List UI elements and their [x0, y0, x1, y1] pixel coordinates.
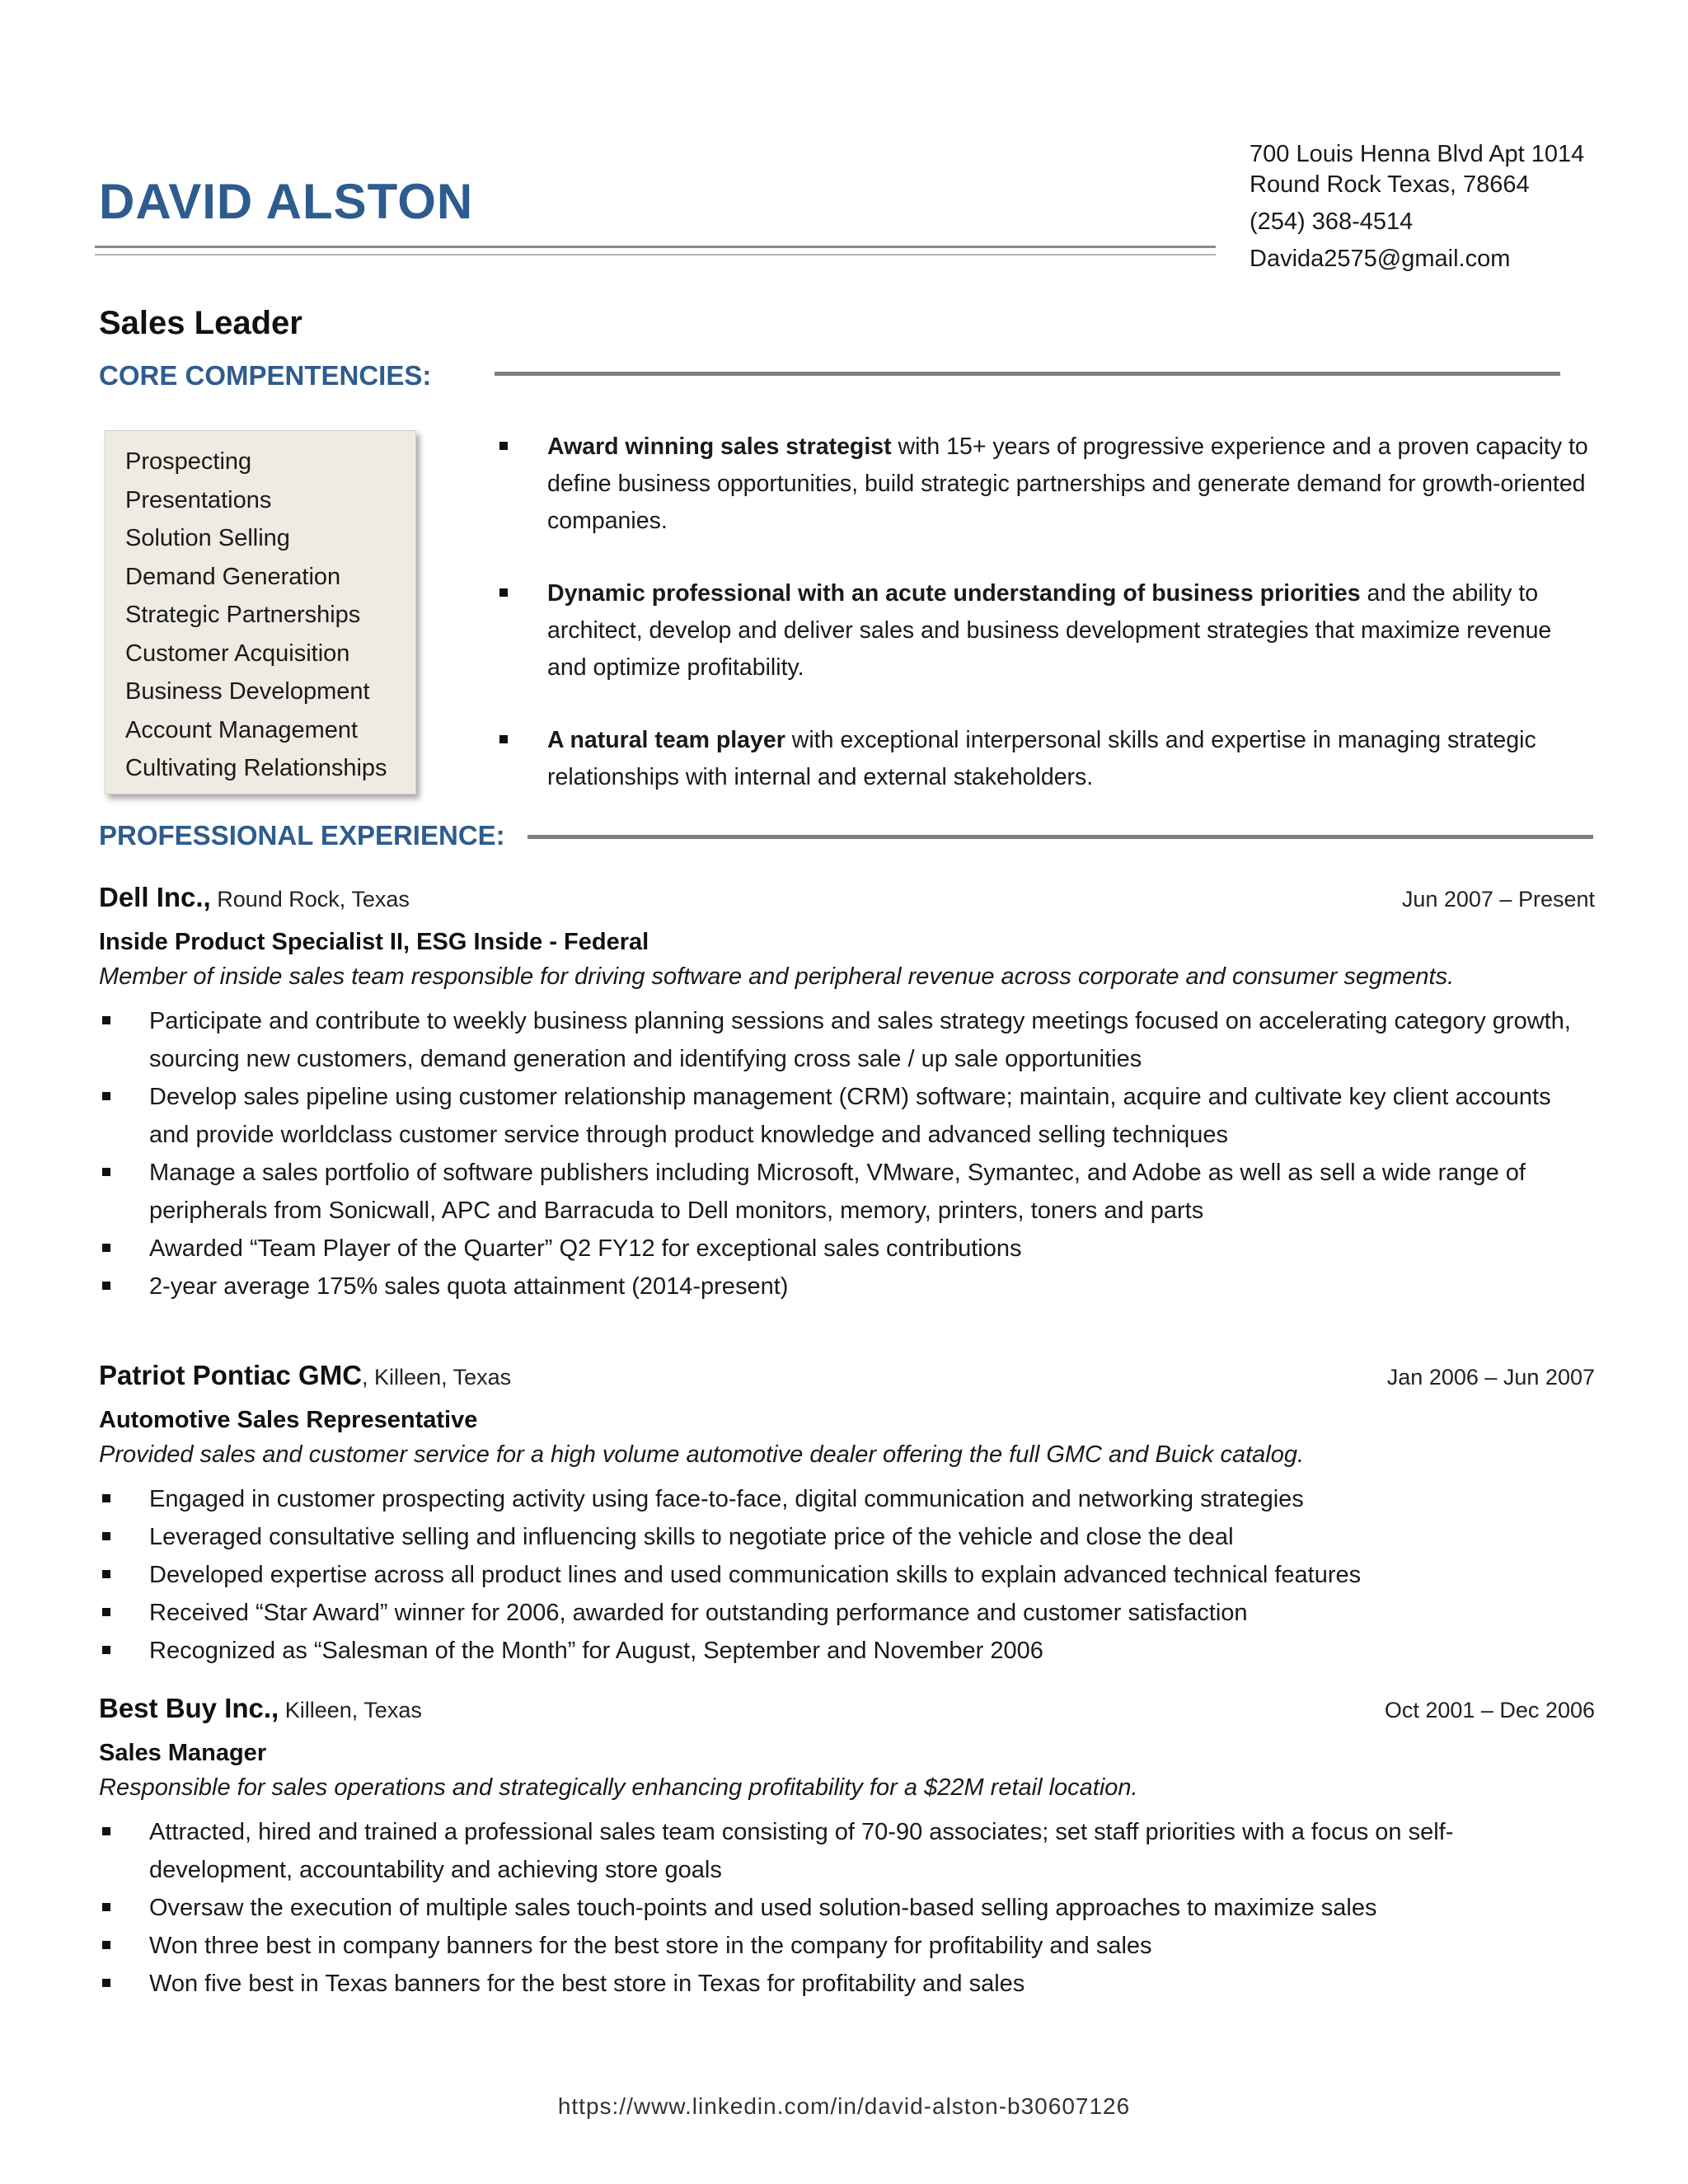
- job-bullet-text: Awarded “Team Player of the Quarter” Q2 FY12 for exceptional sales contributions: [149, 1235, 1022, 1262]
- job-bullet-text: Won five best in Texas banners for the best store in Texas for profitability and sales: [149, 1971, 1025, 1997]
- bullet-square-icon: [102, 1570, 110, 1578]
- competencies-box: [105, 430, 416, 794]
- experience-rule: [528, 835, 1593, 839]
- company-name: Best Buy Inc.,: [99, 1693, 279, 1723]
- summary-text: and the ability to architect, develop and deliver sales and business development strategies that maximize revenue and optimize profitability.: [547, 580, 1552, 681]
- header-rule: [95, 246, 1216, 248]
- bullet-square-icon: [102, 1903, 110, 1911]
- competency-item: Cultivating Relationships: [125, 755, 387, 781]
- bullet-square-icon: [102, 1092, 110, 1100]
- bullet-square-icon: [499, 588, 508, 597]
- job-bullet-text: Won three best in company banners for the best store in the company for profitability and sales: [149, 1933, 1152, 1959]
- bullet-square-icon: [102, 1941, 110, 1949]
- job-bullet: [99, 1594, 1595, 1632]
- job-dates: Jan 2006 – Jun 2007: [1386, 1365, 1595, 1390]
- job-bullet: [99, 1268, 1595, 1305]
- job-bullet-text: Manage a sales portfolio of software publishers including Microsoft, VMware, Symantec, and Adobe as well as sell a wide range of peripherals from Sonicwall, APC and Barracuda to Dell monitors, memory, printers, toners and parts: [149, 1160, 1526, 1224]
- job-header: [99, 882, 1595, 925]
- competencies-list: [106, 431, 415, 788]
- summary-text: with exceptional interpersonal skills and expertise in managing strategic relationships with internal and external stakeholders.: [547, 727, 1536, 790]
- job-entry-dell: [99, 882, 1595, 1305]
- job-bullet: [99, 1632, 1595, 1670]
- job-header: [99, 1693, 1595, 1736]
- summary-item: [495, 575, 1591, 687]
- company-name: Dell Inc.,: [99, 882, 211, 912]
- company-location: Round Rock, Texas: [210, 887, 410, 912]
- job-bullet: [99, 1230, 1595, 1268]
- job-bullets: [99, 1813, 1595, 2003]
- contact-email: Davida2575@gmail.com: [1250, 246, 1511, 272]
- job-bullet-text: Recognized as “Salesman of the Month” for August, September and November 2006: [149, 1638, 1043, 1664]
- job-bullet-text: Participate and contribute to weekly business planning sessions and sales strategy meetings focused on accelerating category growth, sourcing new customers, demand generation and identifying cross sale / up sale opportunities: [149, 1008, 1571, 1072]
- competency-item: Demand Generation: [125, 563, 341, 590]
- competency-item: Customer Acquisition: [125, 640, 350, 667]
- summary-item: [495, 429, 1591, 540]
- job-title: Inside Product Specialist II, ESG Inside - Federal: [99, 929, 649, 955]
- bullet-square-icon: [499, 735, 508, 743]
- summary-highlight: A natural team player: [547, 727, 785, 753]
- header-rule-secondary: [95, 254, 1216, 255]
- bullet-square-icon: [102, 1494, 110, 1502]
- job-bullet-text: Leveraged consultative selling and influencing skills to negotiate price of the vehicle and close the deal: [149, 1524, 1234, 1550]
- job-bullet: [99, 1927, 1595, 1965]
- bullet-square-icon: [102, 1244, 110, 1252]
- competency-item: Strategic Partnerships: [125, 602, 361, 628]
- job-dates: Jun 2007 – Present: [1401, 887, 1595, 912]
- competency-item: Prospecting: [125, 448, 252, 475]
- job-bullet-text: 2-year average 175% sales quota attainment (2014-present): [149, 1273, 789, 1300]
- job-description: Member of inside sales team responsible for driving software and peripheral revenue across corporate and consumer segments.: [99, 963, 1455, 990]
- experience-title: PROFESSIONAL EXPERIENCE:: [99, 820, 505, 851]
- job-description: Responsible for sales operations and strategically enhancing profitability for a $22M retail location.: [99, 1774, 1138, 1801]
- bullet-square-icon: [102, 1646, 110, 1654]
- job-bullet-text: Oversaw the execution of multiple sales touch-points and used solution-based selling approaches to maximize sales: [149, 1895, 1377, 1921]
- bullet-square-icon: [499, 442, 508, 450]
- job-header: [99, 1360, 1595, 1403]
- job-bullet: [99, 1480, 1595, 1518]
- bullet-square-icon: [102, 1827, 110, 1835]
- competency-item: Solution Selling: [125, 525, 290, 551]
- bullet-square-icon: [102, 1979, 110, 1987]
- contact-block: [1250, 136, 1584, 278]
- job-bullet: [99, 1813, 1595, 1889]
- job-title: Automotive Sales Representative: [99, 1407, 478, 1433]
- job-entry-bestbuy: [99, 1693, 1595, 2003]
- job-bullet: [99, 1965, 1595, 2003]
- bullet-square-icon: [102, 1016, 110, 1024]
- contact-address: 700 Louis Henna Blvd Apt 1014: [1250, 141, 1585, 167]
- job-bullet-text: Developed expertise across all product lines and used communication skills to explain advanced technical features: [149, 1562, 1362, 1588]
- job-bullet-text: Received “Star Award” winner for 2006, awarded for outstanding performance and customer satisfaction: [149, 1600, 1248, 1626]
- job-bullets: [99, 1480, 1595, 1670]
- job-entry-patriot: [99, 1360, 1595, 1670]
- job-bullet: [99, 1889, 1595, 1927]
- job-bullet-text: Engaged in customer prospecting activity using face-to-face, digital communication and networking strategies: [149, 1486, 1304, 1512]
- company-location: , Killeen, Texas: [362, 1365, 512, 1390]
- competency-item: Presentations: [125, 486, 272, 513]
- competencies-rule: [495, 372, 1560, 376]
- job-bullet: [99, 1556, 1595, 1594]
- competencies-title: CORE COMPENTENCIES:: [99, 360, 432, 391]
- competency-item: Business Development: [125, 678, 370, 705]
- bullet-square-icon: [102, 1532, 110, 1540]
- job-bullet-text: Develop sales pipeline using customer relationship management (CRM) software; maintain, acquire and cultivate key client accounts and provide worldclass customer service through product knowledge and advanced selling techniques: [149, 1084, 1551, 1148]
- linkedin-link[interactable]: https://www.linkedin.com/in/david-alston-b30607126: [557, 2093, 1131, 2119]
- company-location: Killeen, Texas: [279, 1698, 422, 1722]
- job-bullets: [99, 1002, 1595, 1305]
- bullet-square-icon: [102, 1282, 110, 1290]
- job-title: Sales Manager: [99, 1740, 267, 1766]
- headline: Sales Leader: [99, 305, 302, 341]
- contact-phone: (254) 368-4514: [1250, 209, 1414, 235]
- summary-highlight: Award winning sales strategist: [547, 434, 892, 460]
- job-bullet-text: Attracted, hired and trained a professional sales team consisting of 70-90 associates; set staff priorities with a focus on self-development, accountability and achieving store goals: [149, 1819, 1454, 1883]
- summary-item: [495, 722, 1591, 796]
- summary-list: [495, 429, 1591, 832]
- job-bullet: [99, 1518, 1595, 1556]
- job-dates: Oct 2001 – Dec 2006: [1384, 1698, 1595, 1722]
- job-description: Provided sales and customer service for a high volume automotive dealer offering the full GMC and Buick catalog.: [99, 1441, 1305, 1468]
- contact-city: Round Rock Texas, 78664: [1250, 171, 1530, 198]
- competency-item: Account Management: [125, 716, 359, 743]
- bullet-square-icon: [102, 1608, 110, 1616]
- bullet-square-icon: [102, 1168, 110, 1176]
- summary-text: with 15+ years of progressive experience and a proven capacity to define business opportunities, build strategic partnerships and generate demand for growth-oriented companies.: [547, 434, 1588, 534]
- job-bullet: [99, 1002, 1595, 1078]
- summary-highlight: Dynamic professional with an acute understanding of business priorities: [547, 580, 1361, 607]
- job-bullet: [99, 1154, 1595, 1230]
- company-name: Patriot Pontiac GMC: [99, 1360, 363, 1390]
- candidate-name: DAVID ALSTON: [99, 174, 474, 229]
- job-bullet: [99, 1078, 1595, 1154]
